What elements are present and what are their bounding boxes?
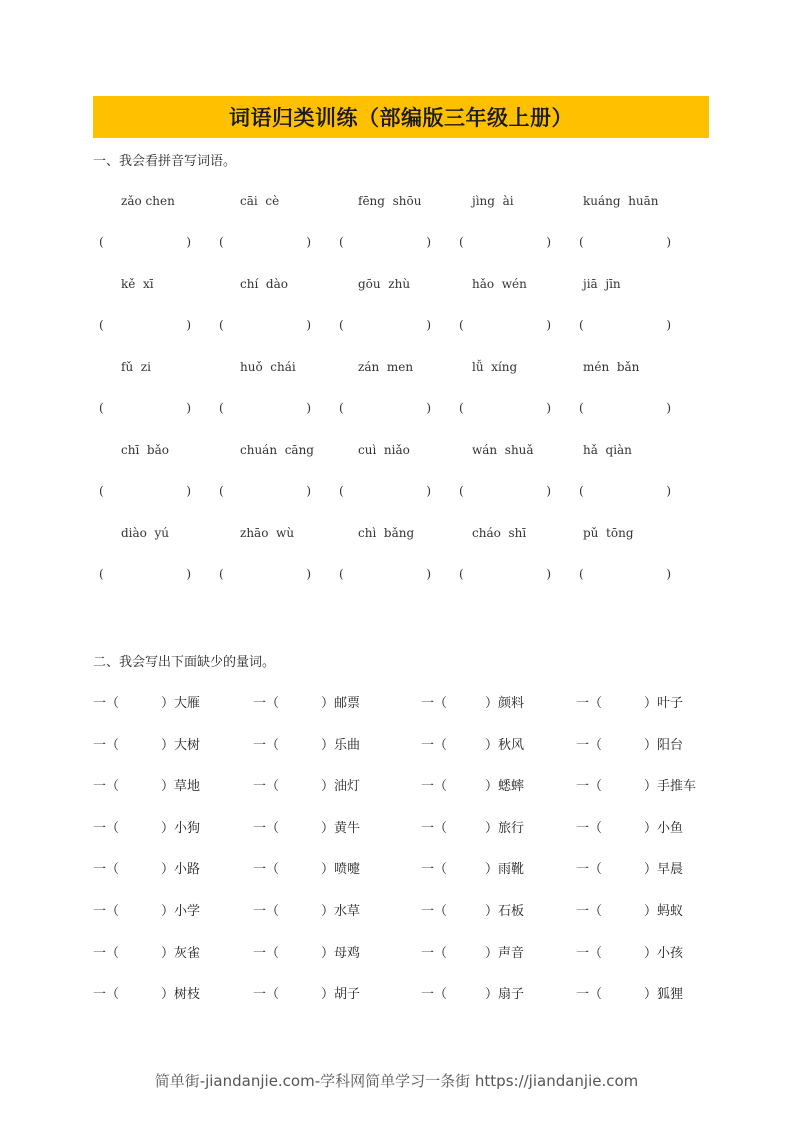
pinyin-prompt: wán shuǎ <box>472 443 534 457</box>
answer-blank[interactable] <box>579 484 671 498</box>
noun-label: 声音 <box>498 946 525 961</box>
noun-label: 大树 <box>174 738 201 753</box>
answer-blank[interactable] <box>459 318 551 332</box>
measure-word-item <box>421 900 524 919</box>
measure-prefix: 一（ <box>93 821 120 836</box>
noun-label: 黄牛 <box>334 821 361 836</box>
close-paren: ) <box>666 484 671 498</box>
measure-word-item <box>421 817 524 836</box>
measure-suffix: ） <box>321 946 335 961</box>
pinyin-prompt: zhāo wù <box>240 526 295 540</box>
measure-suffix: ） <box>161 904 175 919</box>
measure-word-item <box>253 734 360 753</box>
measure-suffix: ） <box>161 862 175 877</box>
measure-suffix: ） <box>485 987 499 1002</box>
answer-blank[interactable] <box>219 401 311 415</box>
close-paren: ) <box>546 235 551 249</box>
answer-blank[interactable] <box>99 318 191 332</box>
pinyin-prompt: lǚ xíng <box>472 360 518 374</box>
close-paren: ) <box>306 318 311 332</box>
noun-label: 颜料 <box>498 696 525 711</box>
noun-label: 胡子 <box>334 987 361 1002</box>
page-title: 词语归类训练（部编版三年级上册） <box>229 105 573 130</box>
close-paren: ) <box>666 567 671 581</box>
noun-label: 阳台 <box>657 738 684 753</box>
measure-word-row <box>93 734 709 754</box>
answer-row <box>93 235 709 253</box>
answer-blank[interactable] <box>99 567 191 581</box>
measure-suffix: ） <box>485 946 499 961</box>
measure-prefix: 一（ <box>253 987 280 1002</box>
noun-label: 小孩 <box>657 946 684 961</box>
measure-prefix: 一（ <box>421 738 448 753</box>
pinyin-prompt: chì bǎng <box>358 526 415 540</box>
measure-suffix: ） <box>161 738 175 753</box>
answer-blank[interactable] <box>459 567 551 581</box>
measure-suffix: ） <box>161 779 175 794</box>
measure-word-row <box>93 858 709 878</box>
answer-blank[interactable] <box>99 484 191 498</box>
measure-suffix: ） <box>644 862 658 877</box>
open-paren: ( <box>339 484 344 498</box>
measure-word-row <box>93 817 709 837</box>
measure-prefix: 一（ <box>253 862 280 877</box>
measure-suffix: ） <box>485 738 499 753</box>
pinyin-row <box>93 443 709 461</box>
measure-suffix: ） <box>644 987 658 1002</box>
measure-word-row <box>93 900 709 920</box>
open-paren: ( <box>99 484 104 498</box>
measure-word-item <box>253 983 360 1002</box>
footer-text: 简单街-jiandanjie.com-学科网简单学习一条街 https://jiandanjie.com <box>154 1072 639 1090</box>
close-paren: ) <box>306 567 311 581</box>
noun-label: 小鱼 <box>657 821 684 836</box>
open-paren: ( <box>579 318 584 332</box>
measure-word-item <box>93 692 200 711</box>
measure-word-item <box>253 900 360 919</box>
pinyin-prompt: pǔ tōng <box>583 526 634 540</box>
answer-blank[interactable] <box>339 235 431 249</box>
open-paren: ( <box>219 401 224 415</box>
pinyin-prompt: diào yú <box>121 526 170 540</box>
close-paren: ) <box>546 318 551 332</box>
measure-prefix: 一（ <box>253 946 280 961</box>
noun-label: 水草 <box>334 904 361 919</box>
measure-prefix: 一（ <box>93 862 120 877</box>
pinyin-prompt: cháo shī <box>472 526 527 540</box>
measure-suffix: ） <box>485 696 499 711</box>
measure-suffix: ） <box>321 779 335 794</box>
measure-word-item <box>421 858 524 877</box>
section2-heading: 二、我会写出下面缺少的量词。 <box>93 655 276 670</box>
answer-blank[interactable] <box>219 484 311 498</box>
measure-suffix: ） <box>161 946 175 961</box>
pinyin-row <box>93 277 709 295</box>
answer-blank[interactable] <box>99 401 191 415</box>
noun-label: 手推车 <box>657 779 697 794</box>
close-paren: ) <box>306 235 311 249</box>
pinyin-row <box>93 360 709 378</box>
measure-suffix: ） <box>161 696 175 711</box>
measure-prefix: 一（ <box>93 904 120 919</box>
measure-prefix: 一（ <box>576 821 603 836</box>
close-paren: ) <box>186 235 191 249</box>
measure-prefix: 一（ <box>253 821 280 836</box>
noun-label: 母鸡 <box>334 946 361 961</box>
measure-prefix: 一（ <box>93 738 120 753</box>
noun-label: 扇子 <box>498 987 525 1002</box>
open-paren: ( <box>339 567 344 581</box>
open-paren: ( <box>219 235 224 249</box>
title-banner <box>93 96 709 138</box>
measure-word-item <box>421 775 524 794</box>
answer-blank[interactable] <box>579 318 671 332</box>
answer-blank[interactable] <box>219 235 311 249</box>
measure-word-item <box>576 775 696 794</box>
close-paren: ) <box>546 567 551 581</box>
close-paren: ) <box>666 318 671 332</box>
open-paren: ( <box>579 401 584 415</box>
noun-label: 蚂蚁 <box>657 904 684 919</box>
open-paren: ( <box>459 401 464 415</box>
pinyin-row <box>93 526 709 544</box>
noun-label: 狐狸 <box>657 987 684 1002</box>
measure-word-item <box>93 942 200 961</box>
measure-suffix: ） <box>644 904 658 919</box>
answer-blank[interactable] <box>459 235 551 249</box>
measure-word-item <box>93 858 200 877</box>
measure-prefix: 一（ <box>576 904 603 919</box>
close-paren: ) <box>306 401 311 415</box>
measure-suffix: ） <box>644 696 658 711</box>
measure-word-item <box>576 817 683 836</box>
measure-prefix: 一（ <box>576 862 603 877</box>
close-paren: ) <box>426 484 431 498</box>
measure-prefix: 一（ <box>576 696 603 711</box>
open-paren: ( <box>579 484 584 498</box>
open-paren: ( <box>219 484 224 498</box>
close-paren: ) <box>666 401 671 415</box>
pinyin-prompt: gōu zhù <box>358 277 411 291</box>
measure-prefix: 一（ <box>421 821 448 836</box>
measure-suffix: ） <box>485 862 499 877</box>
close-paren: ) <box>426 401 431 415</box>
measure-suffix: ） <box>321 738 335 753</box>
measure-prefix: 一（ <box>421 696 448 711</box>
pinyin-prompt: hǎo wén <box>472 277 527 291</box>
measure-word-item <box>421 983 524 1002</box>
measure-word-item <box>253 942 360 961</box>
pinyin-prompt: fǔ zi <box>121 360 151 374</box>
close-paren: ) <box>546 484 551 498</box>
close-paren: ) <box>186 401 191 415</box>
measure-prefix: 一（ <box>253 696 280 711</box>
noun-label: 乐曲 <box>334 738 361 753</box>
measure-prefix: 一（ <box>421 987 448 1002</box>
measure-word-row <box>93 775 709 795</box>
answer-blank[interactable] <box>339 567 431 581</box>
measure-word-item <box>93 775 200 794</box>
open-paren: ( <box>99 401 104 415</box>
open-paren: ( <box>339 318 344 332</box>
measure-word-row <box>93 942 709 962</box>
measure-prefix: 一（ <box>93 946 120 961</box>
answer-row <box>93 401 709 419</box>
answer-blank[interactable] <box>579 401 671 415</box>
section1-heading: 一、我会看拼音写词语。 <box>93 154 237 169</box>
pinyin-prompt: chuán cāng <box>240 443 314 457</box>
answer-blank[interactable] <box>459 484 551 498</box>
measure-prefix: 一（ <box>576 987 603 1002</box>
pinyin-prompt: hǎ qiàn <box>583 443 632 457</box>
pinyin-prompt: fēng shōu <box>358 194 422 208</box>
measure-word-item <box>421 692 524 711</box>
close-paren: ) <box>426 318 431 332</box>
pinyin-prompt: cuì niǎo <box>358 443 410 457</box>
measure-word-item <box>253 858 360 877</box>
noun-label: 树枝 <box>174 987 201 1002</box>
measure-prefix: 一（ <box>576 738 603 753</box>
open-paren: ( <box>579 567 584 581</box>
measure-word-row <box>93 692 709 712</box>
pinyin-prompt: cāi cè <box>240 194 280 208</box>
measure-suffix: ） <box>644 738 658 753</box>
measure-prefix: 一（ <box>93 987 120 1002</box>
measure-suffix: ） <box>321 821 335 836</box>
pinyin-prompt: kě xī <box>121 277 154 291</box>
measure-word-item <box>93 734 200 753</box>
measure-suffix: ） <box>485 904 499 919</box>
noun-label: 草地 <box>174 779 201 794</box>
measure-prefix: 一（ <box>421 946 448 961</box>
measure-word-item <box>576 692 683 711</box>
measure-suffix: ） <box>644 946 658 961</box>
pinyin-prompt: zán men <box>358 360 414 374</box>
close-paren: ) <box>306 484 311 498</box>
noun-label: 石板 <box>498 904 525 919</box>
noun-label: 灰雀 <box>174 946 201 961</box>
measure-word-item <box>576 734 683 753</box>
measure-word-item <box>93 900 200 919</box>
measure-word-item <box>576 983 683 1002</box>
pinyin-prompt: huǒ chái <box>240 360 296 374</box>
measure-suffix: ） <box>161 987 175 1002</box>
pinyin-prompt: jìng ài <box>472 194 514 208</box>
open-paren: ( <box>459 318 464 332</box>
measure-prefix: 一（ <box>253 738 280 753</box>
close-paren: ) <box>426 567 431 581</box>
measure-prefix: 一（ <box>576 779 603 794</box>
measure-prefix: 一（ <box>93 779 120 794</box>
measure-prefix: 一（ <box>421 904 448 919</box>
measure-suffix: ） <box>321 987 335 1002</box>
answer-blank[interactable] <box>339 318 431 332</box>
answer-blank[interactable] <box>219 567 311 581</box>
measure-word-item <box>93 983 200 1002</box>
noun-label: 油灯 <box>334 779 361 794</box>
close-paren: ) <box>186 567 191 581</box>
open-paren: ( <box>339 401 344 415</box>
measure-word-item <box>253 692 360 711</box>
noun-label: 叶子 <box>657 696 684 711</box>
noun-label: 喷嚏 <box>334 862 361 877</box>
pinyin-prompt: jiā jīn <box>583 277 621 291</box>
measure-word-item <box>576 858 683 877</box>
measure-suffix: ） <box>321 696 335 711</box>
measure-suffix: ） <box>321 904 335 919</box>
close-paren: ) <box>666 235 671 249</box>
measure-word-item <box>421 734 524 753</box>
measure-suffix: ） <box>161 821 175 836</box>
open-paren: ( <box>99 318 104 332</box>
measure-suffix: ） <box>321 862 335 877</box>
measure-suffix: ） <box>485 821 499 836</box>
answer-row <box>93 484 709 502</box>
open-paren: ( <box>219 567 224 581</box>
noun-label: 旅行 <box>498 821 525 836</box>
measure-suffix: ） <box>644 779 658 794</box>
measure-suffix: ） <box>644 821 658 836</box>
measure-prefix: 一（ <box>576 946 603 961</box>
noun-label: 大雁 <box>174 696 201 711</box>
open-paren: ( <box>579 235 584 249</box>
pinyin-row <box>93 194 709 212</box>
measure-word-item <box>576 942 683 961</box>
close-paren: ) <box>186 318 191 332</box>
measure-word-item <box>576 900 683 919</box>
measure-prefix: 一（ <box>421 779 448 794</box>
measure-word-item <box>253 817 360 836</box>
answer-row <box>93 318 709 336</box>
measure-prefix: 一（ <box>421 862 448 877</box>
open-paren: ( <box>219 318 224 332</box>
answer-blank[interactable] <box>579 235 671 249</box>
noun-label: 小路 <box>174 862 201 877</box>
measure-prefix: 一（ <box>253 904 280 919</box>
measure-word-item <box>253 775 360 794</box>
measure-word-item <box>421 942 524 961</box>
answer-blank[interactable] <box>459 401 551 415</box>
measure-suffix: ） <box>485 779 499 794</box>
close-paren: ) <box>426 235 431 249</box>
noun-label: 蟋蟀 <box>498 779 525 794</box>
pinyin-prompt: zǎo chen <box>121 194 175 208</box>
noun-label: 雨靴 <box>498 862 525 877</box>
measure-prefix: 一（ <box>253 779 280 794</box>
pinyin-prompt: mén bǎn <box>583 360 640 374</box>
pinyin-prompt: chí dào <box>240 277 288 291</box>
measure-prefix: 一（ <box>93 696 120 711</box>
answer-blank[interactable] <box>99 235 191 249</box>
open-paren: ( <box>99 235 104 249</box>
close-paren: ) <box>546 401 551 415</box>
noun-label: 秋风 <box>498 738 525 753</box>
measure-word-row <box>93 983 709 1003</box>
open-paren: ( <box>459 484 464 498</box>
measure-word-item <box>93 817 200 836</box>
answer-row <box>93 567 709 585</box>
open-paren: ( <box>339 235 344 249</box>
noun-label: 小狗 <box>174 821 201 836</box>
noun-label: 邮票 <box>334 696 361 711</box>
close-paren: ) <box>186 484 191 498</box>
noun-label: 早晨 <box>657 862 684 877</box>
open-paren: ( <box>459 567 464 581</box>
pinyin-prompt: chī bǎo <box>121 443 169 457</box>
noun-label: 小学 <box>174 904 201 919</box>
answer-blank[interactable] <box>339 401 431 415</box>
pinyin-prompt: kuáng huān <box>583 194 659 208</box>
answer-blank[interactable] <box>219 318 311 332</box>
open-paren: ( <box>99 567 104 581</box>
answer-blank[interactable] <box>579 567 671 581</box>
answer-blank[interactable] <box>339 484 431 498</box>
open-paren: ( <box>459 235 464 249</box>
